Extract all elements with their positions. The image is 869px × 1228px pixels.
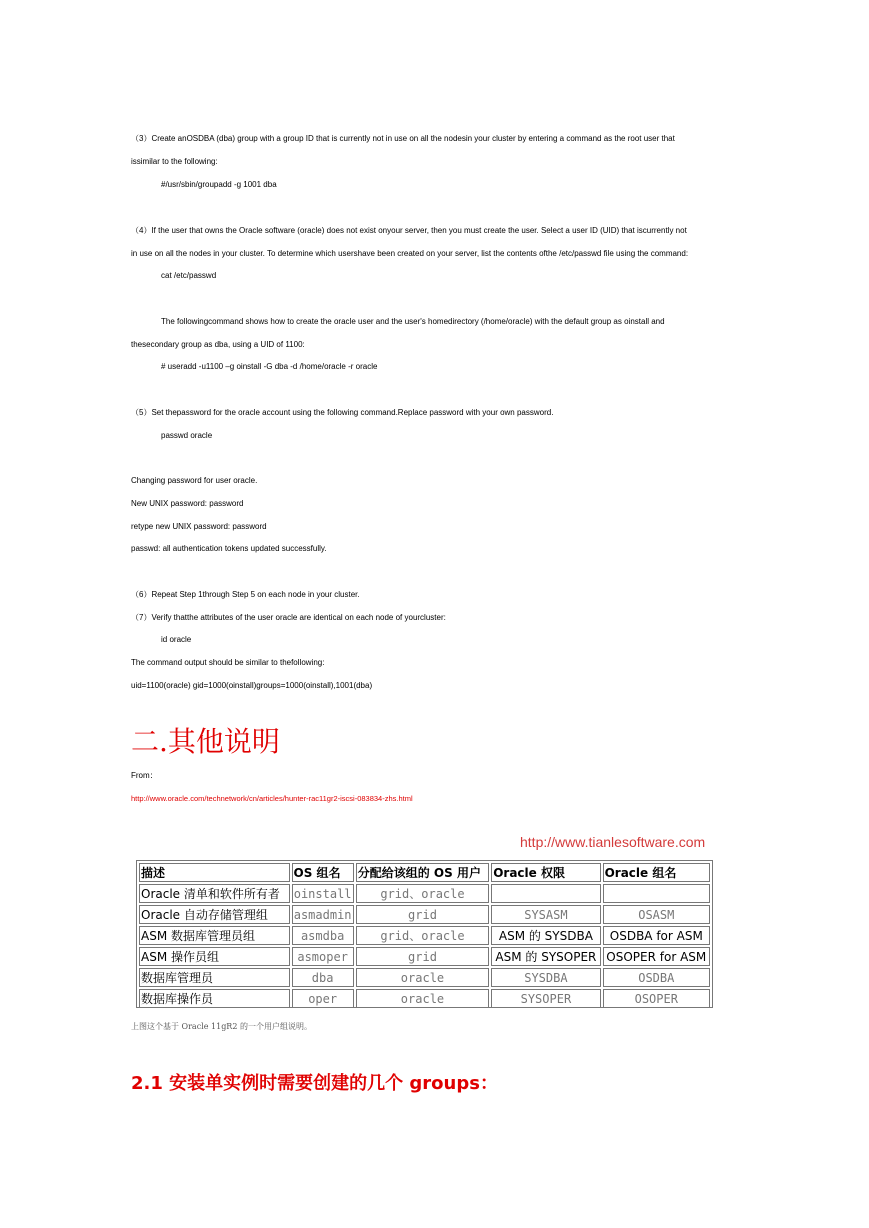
- watermark: http://www.tianlesoftware.com: [520, 834, 706, 850]
- source-link[interactable]: http://www.oracle.com/technetwork/cn/articles/hunter-rac11gr2-iscsi-083834-zhs.html: [131, 794, 413, 803]
- useradd-command: # useradd -u1100 –g oinstall -G dba -d /home/oracle -r oracle: [161, 362, 378, 371]
- table-row: [139, 989, 710, 1008]
- column-header-os-users: 分配给该组的 OS 用户: [356, 863, 489, 882]
- table-row: [139, 884, 710, 903]
- passwd-output-4: passwd: all authentication tokens updated successfully.: [131, 544, 327, 553]
- cell-oracle-privilege: SYSASM: [491, 905, 600, 924]
- id-output: uid=1100(oracle) gid=1000(oinstall)groups=1000(oinstall),1001(dba): [131, 681, 373, 690]
- table-row: [139, 947, 710, 966]
- cell-oracle-group: [603, 884, 710, 903]
- table-caption: 上图这个基于 Oracle 11gR2 的一个用户组说明。: [131, 1022, 312, 1031]
- useradd-description: The followingcommand shows how to create the oracle user and the user's homedirectory (/home/oracle) with the default group as oinstall and: [161, 317, 665, 326]
- cell-oracle-group: OSOPER for ASM: [603, 947, 710, 966]
- column-header-os-group: OS 组名: [292, 863, 354, 882]
- id-output-intro: The command output should be similar to thefollowing:: [131, 658, 325, 667]
- column-header-oracle-group: Oracle 组名: [603, 863, 710, 882]
- table-row: [139, 905, 710, 924]
- cell-oracle-privilege: ASM 的 SYSDBA: [491, 926, 600, 945]
- cell-os-group: asmadmin: [292, 905, 354, 924]
- passwd-output-3: retype new UNIX password: password: [131, 522, 267, 531]
- cat-passwd-command: cat /etc/passwd: [161, 271, 217, 280]
- cell-description: ASM 操作员组: [139, 947, 290, 966]
- cell-description: 数据库操作员: [139, 989, 290, 1008]
- useradd-description-cont: thesecondary group as dba, using a UID of 1100:: [131, 340, 305, 349]
- cell-os-users: grid、oracle: [356, 884, 489, 903]
- cell-oracle-privilege: SYSDBA: [491, 968, 600, 987]
- cell-oracle-group: OSDBA: [603, 968, 710, 987]
- step-3-text-cont: issimilar to the following:: [131, 157, 218, 166]
- groupadd-command: #/usr/sbin/groupadd -g 1001 dba: [161, 180, 277, 189]
- cell-oracle-group: OSDBA for ASM: [603, 926, 710, 945]
- group-table: [136, 860, 713, 1008]
- cell-description: Oracle 清单和软件所有者: [139, 884, 290, 903]
- step-3-text: （3）Create anOSDBA (dba) group with a group ID that is currently not in use on all the nodesin your cluster by entering a command as the root user that: [131, 134, 675, 143]
- section-heading: 二.其他说明: [131, 725, 280, 758]
- step-4-text-cont: in use on all the nodes in your cluster. To determine which usershave been created on your server, list the contents ofthe /etc/passwd file using the command:: [131, 249, 689, 258]
- cell-oracle-privilege: [491, 884, 600, 903]
- cell-os-users: grid、oracle: [356, 926, 489, 945]
- cell-os-group: asmoper: [292, 947, 354, 966]
- cell-oracle-privilege: ASM 的 SYSOPER: [491, 947, 600, 966]
- cell-description: Oracle 自动存储管理组: [139, 905, 290, 924]
- cell-description: ASM 数据库管理员组: [139, 926, 290, 945]
- cell-os-users: oracle: [356, 968, 489, 987]
- cell-os-group: oper: [292, 989, 354, 1008]
- step-5-text: （5）Set thepassword for the oracle account using the following command.Replace password with your own password.: [131, 408, 554, 417]
- from-label: From：: [131, 771, 158, 780]
- subsection-heading: 2.1 安装单实例时需要创建的几个 groups：: [131, 1073, 498, 1094]
- passwd-command: passwd oracle: [161, 431, 213, 440]
- cell-description: 数据库管理员: [139, 968, 290, 987]
- table-row: [139, 926, 710, 945]
- cell-os-group: dba: [292, 968, 354, 987]
- cell-oracle-group: OSASM: [603, 905, 710, 924]
- step-6-text: （6）Repeat Step 1through Step 5 on each node in your cluster.: [131, 590, 360, 599]
- group-table-grid: [137, 861, 712, 1010]
- cell-oracle-privilege: SYSOPER: [491, 989, 600, 1008]
- step-4-text: （4）If the user that owns the Oracle software (oracle) does not exist onyour server, then you must create the user. Select a user ID (UID) that iscurrently not: [131, 226, 687, 235]
- column-header-description: 描述: [139, 863, 290, 882]
- passwd-output-2: New UNIX password: password: [131, 499, 244, 508]
- column-header-oracle-privilege: Oracle 权限: [491, 863, 600, 882]
- cell-oracle-group: OSOPER: [603, 989, 710, 1008]
- id-command: id oracle: [161, 635, 192, 644]
- cell-os-users: oracle: [356, 989, 489, 1008]
- cell-os-group: oinstall: [292, 884, 354, 903]
- cell-os-users: grid: [356, 905, 489, 924]
- cell-os-users: grid: [356, 947, 489, 966]
- table-header-row: [139, 863, 710, 882]
- passwd-output-1: Changing password for user oracle.: [131, 476, 258, 485]
- table-row: [139, 968, 710, 987]
- step-7-text: （7）Verify thatthe attributes of the user oracle are identical on each node of yourcluster:: [131, 613, 446, 622]
- cell-os-group: asmdba: [292, 926, 354, 945]
